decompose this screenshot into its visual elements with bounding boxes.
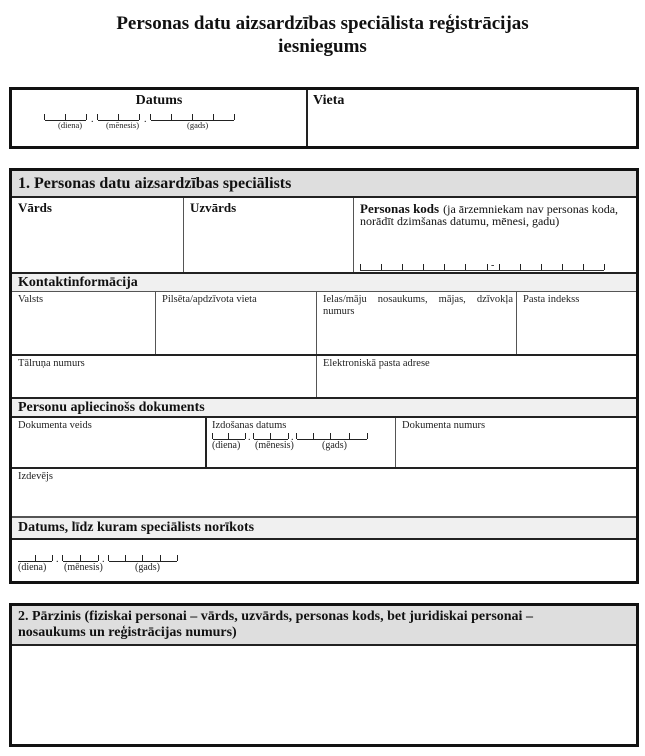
personal-code-label: Personas kods	[360, 201, 440, 216]
year-caption: (gads)	[322, 440, 347, 451]
document-number-label: Dokumenta numurs	[402, 420, 486, 431]
city-input[interactable]	[158, 307, 314, 353]
email-label: Elektroniskā pasta adrese	[323, 358, 430, 369]
phone-label: Tālruņa numurs	[18, 358, 85, 369]
identity-document-heading: Personu apliecinošs dokuments	[18, 400, 205, 415]
document-type-label: Dokumenta veids	[18, 420, 92, 431]
place-input[interactable]	[310, 112, 636, 146]
personal-code-dash: -	[491, 260, 495, 271]
year-caption: (gads)	[187, 120, 209, 130]
street-label-2: numurs	[323, 306, 355, 317]
year-caption: (gads)	[135, 562, 160, 573]
document-title-line-1: Personas datu aizsardzības speciālista reģistrācijas	[116, 13, 529, 34]
postal-code-input[interactable]	[519, 307, 634, 353]
section-1-header	[12, 171, 636, 196]
day-caption: (diena)	[58, 120, 83, 130]
email-input[interactable]	[319, 371, 634, 396]
country-label: Valsts	[18, 294, 44, 305]
issuer-input[interactable]	[14, 484, 634, 515]
divider	[183, 198, 184, 272]
place-label: Vieta	[313, 93, 345, 108]
section-2-header	[12, 606, 636, 644]
section-2-heading-line-1: 2. Pārzinis (fiziskai personai – vārds, uzvārds, personas kods, bet juridiskai personai –	[18, 609, 533, 624]
section-2-controller	[9, 603, 639, 747]
identity-document-header	[12, 399, 636, 416]
surname-label: Uzvārds	[190, 200, 237, 215]
personal-code-note-2: norādīt dzimšanas datumu, mēnesi, gadu)	[360, 214, 560, 228]
section-2-heading-line-2: nosaukums un reģistrācijas numurs)	[18, 625, 237, 640]
street-input[interactable]	[319, 319, 514, 353]
date-label: Datums	[135, 93, 183, 108]
day-caption: (diena)	[18, 562, 47, 573]
personal-code-input[interactable]	[360, 259, 610, 271]
day-caption: (diena)	[212, 440, 241, 451]
street-label: Ielas/māju nosaukums, mājas, dzīvokļa	[323, 294, 513, 305]
personal-code-note: (ja ārzemniekam nav personas koda,	[443, 202, 619, 216]
document-number-input[interactable]	[398, 433, 634, 466]
appointed-until-header	[12, 518, 636, 538]
issue-date-field[interactable]: . . (diena) (mēnesis) (gads)	[212, 433, 392, 457]
country-input[interactable]	[14, 307, 153, 353]
city-label: Pilsēta/apdzīvota vieta	[162, 294, 257, 305]
month-caption: (mēnesis)	[255, 440, 294, 451]
divider	[306, 90, 308, 146]
section-1-heading: 1. Personas datu aizsardzības speciālists	[18, 175, 292, 192]
name-label: Vārds	[18, 200, 52, 215]
contact-heading: Kontaktinformācija	[18, 275, 138, 290]
controller-input[interactable]	[14, 648, 634, 742]
divider	[353, 198, 354, 272]
month-caption: (mēnesis)	[64, 562, 103, 573]
date-place-box	[9, 87, 639, 149]
section-1-specialist	[9, 168, 639, 584]
submission-date-field[interactable]: . . (diena) (mēnesis) (gads)	[44, 114, 244, 138]
surname-input[interactable]	[186, 217, 350, 271]
postal-code-label: Pasta indekss	[523, 294, 580, 305]
contact-header	[12, 274, 636, 291]
appointed-until-date-field[interactable]: . . (diena) (mēnesis) (gads)	[18, 555, 198, 579]
appointed-until-heading: Datums, līdz kuram speciālists norīkots	[18, 520, 255, 535]
month-caption: (mēnesis)	[106, 120, 140, 130]
issuer-label: Izdevējs	[18, 471, 53, 482]
document-title-line-2: iesniegums	[278, 36, 367, 57]
issue-date-label: Izdošanas datums	[212, 420, 287, 431]
phone-input[interactable]	[14, 371, 314, 396]
document-type-input[interactable]	[14, 433, 203, 466]
name-input[interactable]	[14, 217, 180, 271]
